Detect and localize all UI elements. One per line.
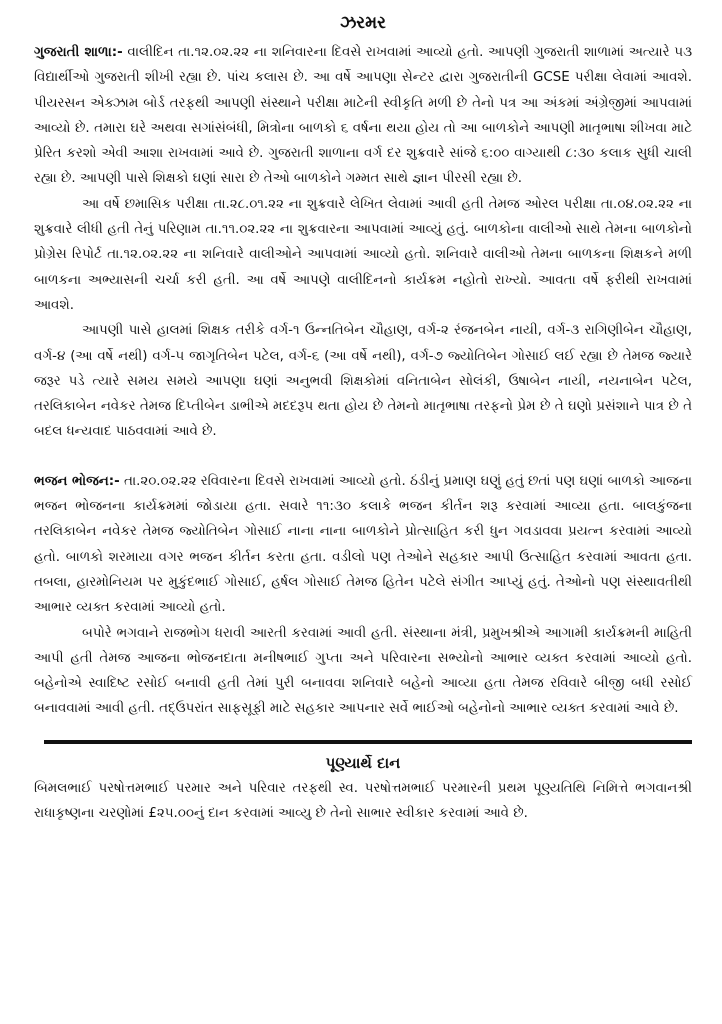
- gujarati-school-paragraph-2: આ વર્ષે છમાસિક પરીક્ષા તા.૨૮.૦૧.૨૨ ના શુક્રવારે લેખિત લેવામાં આવી હતી તેમજ ઓરલ પરીક્ષા તા.૦૪.૦૨.૨૨ ના શુક્રવારે લીધી હતી તેનું પરિણામ તા.૧૧.૦૨.૨૨ ના શુક્રવારના આપવામાં આવ્યું હતું. બાળકોના વાલીઓ સાથે તેમના બાળકોનો પ્રોગ્રેસ રિપોર્ટ તા.૧૨.૦૨.૨૨ ના શનિવારે વાલીઓને આપવામાં આવ્યો હતો. શનિવારે વાલીઓ તેમના બાળકના શિક્ષકને મળી બાળકના અભ્યાસની ચર્ચા કરી હતી. આ વર્ષે આપણે વાલીદિનનો કાર્યક્રમ નહોતો રાખ્યો. આવતા વર્ષે ફરીથી રાખવામાં આવશે.: [34, 196, 692, 313]
- page-title: ઝરમર: [340, 13, 386, 33]
- gujarati-school-text-1: વાલીદિન તા.૧૨.૦૨.૨૨ ના શનિવારના દિવસે રાખવામાં આવ્યો હતો. આપણી ગુજરાતી શાળામાં અત્યારે ૫૩ વિદ્યાર્થીઓ ગુજરાતી શીખી રહ્યા છે. પાંચ કલાસ છે. આ વર્ષે આપણા સેન્ટર દ્વારા ગુજરાતીની GCSE પરીક્ષા લેવામાં આવશે. પીયરસન એક્ઝામ બોર્ડ તરફથી આપણી સંસ્થાને પરીક્ષા માટેની સ્વીકૃતિ મળી છે તેનો પત્ર આ અંકમાં અંગ્રેજીમાં આપવામાં આવ્યો છે. તમારા ઘરે અથવા સગાંસંબંધી, મિત્રોના બાળકો ૬ વર્ષના થયા હોય તો આ બાળકોને આપણી માતૃભાષા શીખવા માટે પ્રેરિત કરશો એવી આશા રાખવામાં આવે છે. ગુજરાતી શાળાના વર્ગ દર શુક્રવારે સાંજે ૬:૦૦ વાગ્યાથી ૮:૩૦ કલાક સુધી ચાલી રહ્યા છે. આપણી પાસે શિક્ષકો ઘણાં સારા છે તેઓ બાળકોને ગમ્મત સાથે જ્ઞાન પીરસી રહ્યા છે.: [34, 45, 692, 187]
- donation-paragraph: બિમલભાઈ પરષોત્તમભાઈ પરમાર અને પરિવાર તરફથી સ્વ. પરષોત્તમભાઈ પરમારની પ્રથમ પૂણ્યતિથિ નિમિત્તે ભગવાનશ્રી રાધાકૃષ્ણના ચરણોમાં £૨૫.૦૦નું દાન કરવામાં આવ્યુ છે તેનો સાભાર સ્વીકાર કરવામાં આવે છે.: [34, 780, 692, 822]
- gujarati-school-section: [34, 40, 692, 445]
- bhajan-bhojan-paragraph-2: બપોરે ભગવાને રાજભોગ ધરાવી આરતી કરવામાં આવી હતી. સંસ્થાના મંત્રી, પ્રમુખશ્રીએ આગામી કાર્યક્રમની માહિતી આપી હતી તેમજ આજના ભોજનદાતા મનીષભાઈ ગુપ્તા અને પરિવારના સભ્યોનો આભાર વ્યક્ત કરવામાં આવ્યો હતો. બહેનોએ સ્વાદિષ્ટ રસોઈ બનાવી હતી તેમાં પુરી બનાવવા શનિવારે બહેનો આવ્યા હતા તેમજ રવિવારે બીજી બધી રસોઈ બનાવવામાં આવી હતી. તદ્ઉપરાંત સાફસૂફી માટે સહકાર આપનાર સર્વે ભાઈઓ બહેનોનો આભાર વ્યક્ત કરવામાં આવે છે.: [34, 625, 692, 717]
- donation-heading: પૂણ્યાર્થે દાન: [325, 753, 401, 772]
- bhajan-bhojan-text-1: તા.૨૦.૦૨.૨૨ રવિવારના દિવસે રાખવામાં આવ્યો હતો. ઠંડીનું પ્રમાણ ઘણું હતું છતાં પણ ઘણાં બાળકો આજના ભજન ભોજનના કાર્યક્રમમાં જોડાયા હતા. સવારે ૧૧:૩૦ કલાકે ભજન કીર્તન શરૂ કરવામાં આવ્યા હતા. બાલકુંજના તરલિકાબેન નવેકર તેમજ જ્યોતિબેન ગોસાઈ નાના નાના બાળકોને પ્રોત્સાહિત કરી ધુન ગવડાવવા પ્રયત્ન કરવામાં આવ્યો હતો. બાળકો શરમાયા વગર ભજન કીર્તન કરતા હતા. વડીલો પણ તેઓને સહકાર આપી ઉત્સાહિત કરવામાં આવતા હતા. તબલા, હારમોનિયમ પર મુકુંદભાઈ ગોસાઈ, હર્ષલ ગોસાઈ તેમજ હિતેન પટેલે સંગીત આપ્યું હતું. તેઓનો પણ સંસ્થાવતીથી આભાર વ્યક્ત કરવામાં આવ્યો હતો.: [34, 473, 693, 616]
- section-divider: [44, 740, 692, 744]
- gujarati-school-paragraph-3: આપણી પાસે હાલમાં શિક્ષક તરીકે વર્ગ-૧ ઉન્નતિબેન ચૌહાણ, વર્ગ-૨ રંજનબેન નાયી, વર્ગ-૩ રાગિણીબેન ચૌહાણ, વર્ગ-૪ (આ વર્ષે નથી) વર્ગ-૫ જાગૃતિબેન પટેલ, વર્ગ-૬ (આ વર્ષે નથી), વર્ગ-૭ જ્યોતિબેન ગોસાઈ લઈ રહ્યા છે તેમજ જ્યારે જરૂર પડે ત્યારે સમય સમયે આપણા ઘણાં અનુભવી શિક્ષકોમાં વનિતાબેન સોલંકી, ઉષાબેન નાયી, નયનાબેન પટેલ, તરલિકાબેન નવેકર તેમજ દિપ્તીબેન ડાભીએ મદદરૂપ થતા હોય છે તેમનો માતૃભાષા તરફનો પ્રેમ છે તે ઘણો પ્રસંશાને પાત્ર છે તે બદલ ધન્યવાદ પાઠવવામાં આવે છે.: [34, 323, 692, 440]
- bhajan-bhojan-paragraph-1: [34, 469, 692, 621]
- bhajan-bhojan-section: [34, 469, 692, 722]
- bhajan-bhojan-heading: ભજન ભોજન:-: [34, 473, 120, 489]
- gujarati-school-paragraph-1: [34, 40, 692, 192]
- donation-section: [34, 752, 692, 827]
- section-gap: [34, 445, 692, 469]
- gujarati-school-heading: ગુજરાતી શાળા:-: [34, 45, 123, 60]
